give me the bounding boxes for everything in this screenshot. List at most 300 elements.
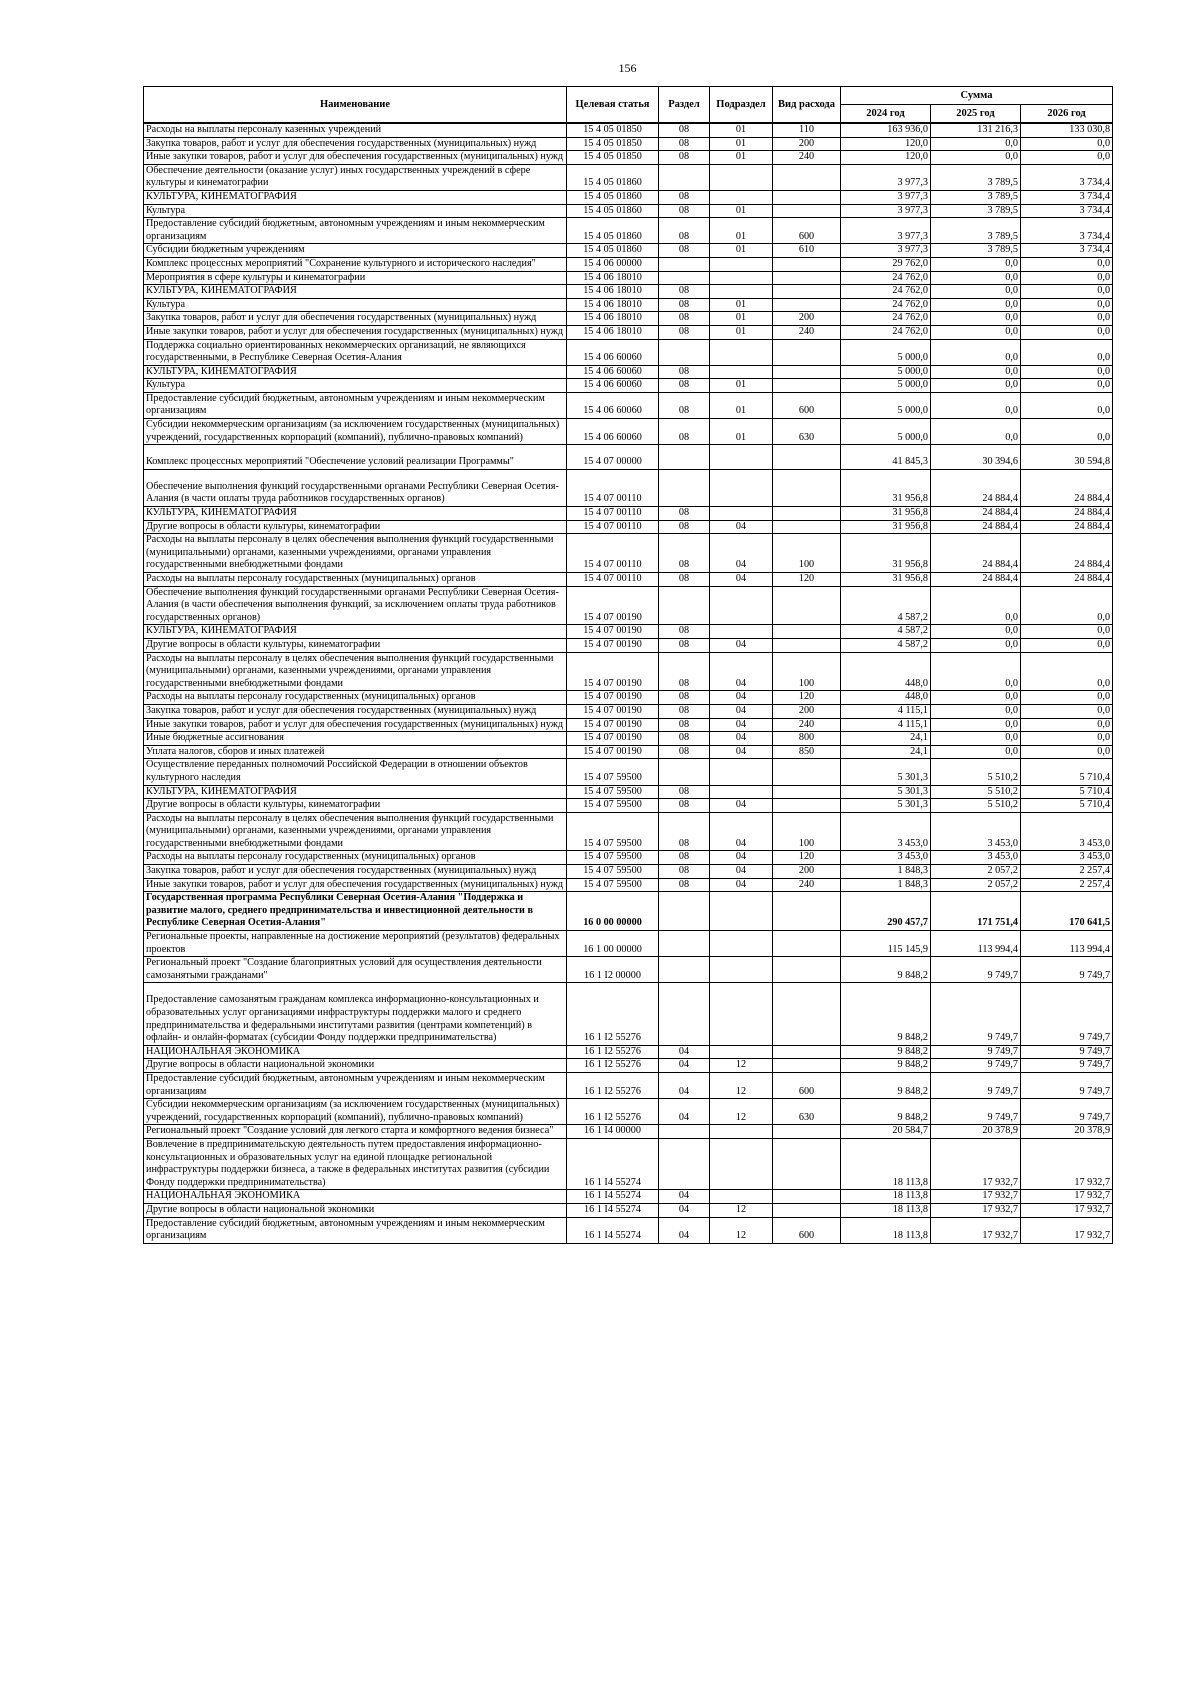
row-subsection: 04 xyxy=(710,704,773,718)
row-target-code: 15 4 05 01850 xyxy=(567,137,659,151)
header-sum: Сумма xyxy=(841,87,1113,105)
row-expense-type xyxy=(773,445,841,470)
row-sum-2025: 131 216,3 xyxy=(931,123,1021,137)
row-expense-type xyxy=(773,759,841,785)
row-sum-2024: 4 115,1 xyxy=(841,718,931,732)
row-subsection xyxy=(710,931,773,957)
row-sum-2025: 2 057,2 xyxy=(931,865,1021,879)
row-subsection: 04 xyxy=(710,652,773,691)
header-expense-type: Вид расхода xyxy=(773,87,841,124)
row-sum-2024: 9 848,2 xyxy=(841,983,931,1045)
row-subsection xyxy=(710,1125,773,1139)
row-section: 08 xyxy=(659,691,710,705)
row-expense-type: 100 xyxy=(773,812,841,851)
row-sum-2025: 0,0 xyxy=(931,652,1021,691)
row-subsection xyxy=(710,164,773,190)
row-name: Обеспечение выполнения функций государственными органами Республики Северная Осетия-Алания (в части обеспечения выполнения функций, за исключением оплаты труда работников государственных органов) xyxy=(144,586,567,625)
row-section: 08 xyxy=(659,878,710,892)
row-target-code: 16 1 I2 55276 xyxy=(567,1059,659,1073)
row-section xyxy=(659,271,710,285)
row-sum-2024: 4 115,1 xyxy=(841,704,931,718)
row-sum-2024: 4 587,2 xyxy=(841,638,931,652)
row-section: 08 xyxy=(659,625,710,639)
row-sum-2026: 20 378,9 xyxy=(1021,1125,1113,1139)
row-sum-2026: 9 749,7 xyxy=(1021,1072,1113,1098)
row-sum-2026: 0,0 xyxy=(1021,586,1113,625)
row-subsection xyxy=(710,785,773,799)
row-name: Иные закупки товаров, работ и услуг для обеспечения государственных (муниципальных) нужд xyxy=(144,325,567,339)
row-sum-2026: 9 749,7 xyxy=(1021,1099,1113,1125)
row-section xyxy=(659,339,710,365)
row-target-code: 16 1 I2 55276 xyxy=(567,1072,659,1098)
row-sum-2025: 24 884,4 xyxy=(931,573,1021,587)
row-sum-2025: 3 453,0 xyxy=(931,851,1021,865)
row-sum-2026: 17 932,7 xyxy=(1021,1190,1113,1204)
table-row xyxy=(144,625,1113,639)
row-name: Расходы на выплаты персоналу в целях обеспечения выполнения функций государственными (муниципальными) органами, казенными учреждениями, органами управления государственными внебюджетными фондами xyxy=(144,812,567,851)
header-section: Раздел xyxy=(659,87,710,124)
row-sum-2026: 3 453,0 xyxy=(1021,851,1113,865)
row-sum-2026: 0,0 xyxy=(1021,419,1113,445)
row-subsection xyxy=(710,957,773,983)
table-row xyxy=(144,445,1113,470)
header-year-2026: 2026 год xyxy=(1021,105,1113,124)
row-sum-2025: 3 789,5 xyxy=(931,218,1021,244)
table-row xyxy=(144,931,1113,957)
row-subsection xyxy=(710,339,773,365)
row-sum-2026: 2 257,4 xyxy=(1021,865,1113,879)
table-row xyxy=(144,469,1113,506)
row-section: 08 xyxy=(659,379,710,393)
row-target-code: 15 4 07 00190 xyxy=(567,586,659,625)
row-sum-2026: 0,0 xyxy=(1021,312,1113,326)
row-sum-2026: 24 884,4 xyxy=(1021,507,1113,521)
row-section: 08 xyxy=(659,419,710,445)
table-row xyxy=(144,691,1113,705)
row-target-code: 16 1 I4 55274 xyxy=(567,1138,659,1189)
row-sum-2026: 30 594,8 xyxy=(1021,445,1113,470)
row-sum-2024: 18 113,8 xyxy=(841,1138,931,1189)
row-sum-2024: 9 848,2 xyxy=(841,1059,931,1073)
row-target-code: 15 4 06 60060 xyxy=(567,365,659,379)
row-sum-2025: 171 751,4 xyxy=(931,892,1021,931)
row-expense-type xyxy=(773,164,841,190)
row-target-code: 15 4 05 01860 xyxy=(567,164,659,190)
row-sum-2026: 5 710,4 xyxy=(1021,759,1113,785)
row-name: Региональные проекты, направленные на достижение мероприятий (результатов) федеральных проектов xyxy=(144,931,567,957)
row-sum-2025: 113 994,4 xyxy=(931,931,1021,957)
table-row xyxy=(144,759,1113,785)
row-target-code: 15 4 07 00110 xyxy=(567,469,659,506)
row-sum-2026: 24 884,4 xyxy=(1021,573,1113,587)
table-row xyxy=(144,507,1113,521)
row-section: 08 xyxy=(659,865,710,879)
table-row xyxy=(144,1059,1113,1073)
header-target: Целевая статья xyxy=(567,87,659,124)
row-sum-2024: 3 453,0 xyxy=(841,851,931,865)
row-subsection: 04 xyxy=(710,851,773,865)
row-target-code: 15 4 07 00110 xyxy=(567,573,659,587)
row-subsection: 01 xyxy=(710,244,773,258)
row-sum-2026: 0,0 xyxy=(1021,137,1113,151)
row-sum-2026: 0,0 xyxy=(1021,365,1113,379)
row-sum-2024: 3 977,3 xyxy=(841,190,931,204)
table-row xyxy=(144,586,1113,625)
table-row xyxy=(144,298,1113,312)
row-section: 08 xyxy=(659,298,710,312)
row-target-code: 15 4 07 59500 xyxy=(567,878,659,892)
row-subsection xyxy=(710,1190,773,1204)
row-sum-2026: 24 884,4 xyxy=(1021,534,1113,573)
row-section: 08 xyxy=(659,732,710,746)
row-target-code: 15 4 05 01860 xyxy=(567,190,659,204)
row-sum-2026: 17 932,7 xyxy=(1021,1217,1113,1243)
row-sum-2025: 3 453,0 xyxy=(931,812,1021,851)
row-name: Закупка товаров, работ и услуг для обеспечения государственных (муниципальных) нужд xyxy=(144,312,567,326)
row-expense-type: 110 xyxy=(773,123,841,137)
row-section: 04 xyxy=(659,1217,710,1243)
row-name: Другие вопросы в области культуры, кинематографии xyxy=(144,799,567,813)
row-expense-type: 850 xyxy=(773,745,841,759)
row-name: КУЛЬТУРА, КИНЕМАТОГРАФИЯ xyxy=(144,625,567,639)
row-subsection: 04 xyxy=(710,812,773,851)
table-row xyxy=(144,190,1113,204)
row-subsection xyxy=(710,257,773,271)
table-row xyxy=(144,1138,1113,1189)
row-name: Комплекс процессных мероприятий "Сохранение культурного и исторического наследия" xyxy=(144,257,567,271)
row-name: Государственная программа Республики Северная Осетия-Алания "Поддержка и развитие малого, среднего предпринимательства и инвестиционной деятельности в Республике Северная Осетия-Алания" xyxy=(144,892,567,931)
table-row xyxy=(144,851,1113,865)
row-sum-2026: 24 884,4 xyxy=(1021,520,1113,534)
page-number: 156 xyxy=(618,61,637,75)
row-subsection xyxy=(710,190,773,204)
row-expense-type: 100 xyxy=(773,652,841,691)
row-section: 08 xyxy=(659,652,710,691)
row-sum-2026: 0,0 xyxy=(1021,691,1113,705)
row-sum-2026: 0,0 xyxy=(1021,257,1113,271)
row-target-code: 16 1 I4 00000 xyxy=(567,1125,659,1139)
row-expense-type xyxy=(773,507,841,521)
row-section: 08 xyxy=(659,812,710,851)
row-name: Закупка товаров, работ и услуг для обеспечения государственных (муниципальных) нужд xyxy=(144,704,567,718)
row-sum-2026: 9 749,7 xyxy=(1021,983,1113,1045)
table-row xyxy=(144,204,1113,218)
row-target-code: 15 4 07 00190 xyxy=(567,704,659,718)
row-section: 08 xyxy=(659,520,710,534)
row-sum-2026: 0,0 xyxy=(1021,732,1113,746)
row-name: Обеспечение выполнения функций государственными органами Республики Северная Осетия-Алания (в части оплаты труда работников государственных органов) xyxy=(144,469,567,506)
row-sum-2026: 3 734,4 xyxy=(1021,204,1113,218)
row-sum-2024: 3 977,3 xyxy=(841,164,931,190)
row-sum-2026: 5 710,4 xyxy=(1021,785,1113,799)
row-sum-2024: 5 301,3 xyxy=(841,799,931,813)
row-expense-type xyxy=(773,1138,841,1189)
table-row xyxy=(144,1072,1113,1098)
table-row xyxy=(144,573,1113,587)
row-subsection: 12 xyxy=(710,1099,773,1125)
row-subsection: 01 xyxy=(710,379,773,393)
row-sum-2024: 31 956,8 xyxy=(841,469,931,506)
row-subsection xyxy=(710,1045,773,1059)
row-sum-2024: 29 762,0 xyxy=(841,257,931,271)
row-sum-2026: 3 734,4 xyxy=(1021,164,1113,190)
row-sum-2025: 0,0 xyxy=(931,625,1021,639)
row-target-code: 15 4 06 18010 xyxy=(567,325,659,339)
row-name: Расходы на выплаты персоналу государственных (муниципальных) органов xyxy=(144,851,567,865)
row-target-code: 16 1 I2 55276 xyxy=(567,983,659,1045)
table-row xyxy=(144,218,1113,244)
row-subsection xyxy=(710,445,773,470)
row-sum-2025: 0,0 xyxy=(931,271,1021,285)
row-sum-2024: 5 000,0 xyxy=(841,392,931,418)
row-section: 08 xyxy=(659,137,710,151)
row-name: Уплата налогов, сборов и иных платежей xyxy=(144,745,567,759)
row-sum-2025: 17 932,7 xyxy=(931,1217,1021,1243)
row-section: 04 xyxy=(659,1190,710,1204)
row-target-code: 16 0 00 00000 xyxy=(567,892,659,931)
table-row xyxy=(144,164,1113,190)
row-expense-type: 600 xyxy=(773,218,841,244)
row-sum-2025: 2 057,2 xyxy=(931,878,1021,892)
row-section xyxy=(659,1138,710,1189)
row-expense-type: 630 xyxy=(773,419,841,445)
table-row xyxy=(144,312,1113,326)
row-name: Обеспечение деятельности (оказание услуг) иных государственных учреждений в сфере культуры и кинематографии xyxy=(144,164,567,190)
row-sum-2024: 5 000,0 xyxy=(841,339,931,365)
row-subsection: 01 xyxy=(710,298,773,312)
row-name: Субсидии некоммерческим организациям (за исключением государственных (муниципальных) учреждений, государственных корпораций (компаний), публично-правовых компаний) xyxy=(144,1099,567,1125)
row-section: 08 xyxy=(659,204,710,218)
row-expense-type xyxy=(773,204,841,218)
row-section: 08 xyxy=(659,190,710,204)
row-sum-2024: 115 145,9 xyxy=(841,931,931,957)
row-sum-2025: 0,0 xyxy=(931,379,1021,393)
row-name: Региональный проект "Создание благоприятных условий для осуществления деятельности самозанятыми гражданами" xyxy=(144,957,567,983)
row-subsection: 01 xyxy=(710,137,773,151)
table-row xyxy=(144,137,1113,151)
row-target-code: 15 4 07 00190 xyxy=(567,652,659,691)
row-section xyxy=(659,759,710,785)
row-expense-type: 630 xyxy=(773,1099,841,1125)
row-sum-2026: 17 932,7 xyxy=(1021,1203,1113,1217)
row-sum-2026: 9 749,7 xyxy=(1021,1059,1113,1073)
row-target-code: 15 4 07 00000 xyxy=(567,445,659,470)
row-sum-2026: 0,0 xyxy=(1021,339,1113,365)
row-name: Расходы на выплаты персоналу казенных учреждений xyxy=(144,123,567,137)
row-sum-2024: 24 762,0 xyxy=(841,285,931,299)
row-target-code: 15 4 07 00190 xyxy=(567,718,659,732)
row-sum-2026: 0,0 xyxy=(1021,638,1113,652)
row-section: 08 xyxy=(659,851,710,865)
row-expense-type xyxy=(773,271,841,285)
row-sum-2025: 24 884,4 xyxy=(931,520,1021,534)
row-target-code: 15 4 06 60060 xyxy=(567,339,659,365)
row-subsection: 01 xyxy=(710,151,773,165)
row-expense-type xyxy=(773,190,841,204)
row-sum-2025: 24 884,4 xyxy=(931,507,1021,521)
row-expense-type xyxy=(773,1190,841,1204)
row-sum-2025: 5 510,2 xyxy=(931,785,1021,799)
row-sum-2026: 0,0 xyxy=(1021,325,1113,339)
table-row xyxy=(144,1217,1113,1243)
row-section xyxy=(659,445,710,470)
row-sum-2024: 3 453,0 xyxy=(841,812,931,851)
row-sum-2024: 448,0 xyxy=(841,652,931,691)
row-sum-2024: 1 848,3 xyxy=(841,878,931,892)
row-subsection xyxy=(710,983,773,1045)
header-year-2024: 2024 год xyxy=(841,105,931,124)
row-sum-2024: 18 113,8 xyxy=(841,1190,931,1204)
row-expense-type: 100 xyxy=(773,534,841,573)
row-sum-2026: 17 932,7 xyxy=(1021,1138,1113,1189)
row-section: 04 xyxy=(659,1045,710,1059)
row-sum-2026: 133 030,8 xyxy=(1021,123,1113,137)
row-expense-type: 610 xyxy=(773,244,841,258)
row-subsection xyxy=(710,586,773,625)
row-sum-2026: 3 453,0 xyxy=(1021,812,1113,851)
row-sum-2024: 9 848,2 xyxy=(841,1072,931,1098)
row-sum-2025: 17 932,7 xyxy=(931,1138,1021,1189)
row-name: КУЛЬТУРА, КИНЕМАТОГРАФИЯ xyxy=(144,785,567,799)
table-row xyxy=(144,718,1113,732)
header-year-2025: 2025 год xyxy=(931,105,1021,124)
row-subsection: 04 xyxy=(710,718,773,732)
row-section: 08 xyxy=(659,638,710,652)
row-name: НАЦИОНАЛЬНАЯ ЭКОНОМИКА xyxy=(144,1045,567,1059)
row-subsection: 04 xyxy=(710,865,773,879)
row-sum-2025: 9 749,7 xyxy=(931,1072,1021,1098)
row-expense-type: 200 xyxy=(773,312,841,326)
row-section: 08 xyxy=(659,745,710,759)
row-sum-2025: 5 510,2 xyxy=(931,759,1021,785)
row-expense-type xyxy=(773,625,841,639)
row-target-code: 15 4 06 18010 xyxy=(567,271,659,285)
row-sum-2025: 24 884,4 xyxy=(931,534,1021,573)
row-expense-type xyxy=(773,1125,841,1139)
row-expense-type xyxy=(773,520,841,534)
row-target-code: 15 4 07 59500 xyxy=(567,812,659,851)
row-sum-2025: 9 749,7 xyxy=(931,957,1021,983)
table-row xyxy=(144,123,1113,137)
row-target-code: 15 4 05 01850 xyxy=(567,151,659,165)
table-row xyxy=(144,379,1113,393)
row-sum-2024: 31 956,8 xyxy=(841,534,931,573)
row-sum-2024: 3 977,3 xyxy=(841,218,931,244)
row-sum-2026: 0,0 xyxy=(1021,652,1113,691)
row-subsection xyxy=(710,892,773,931)
row-sum-2025: 0,0 xyxy=(931,732,1021,746)
row-expense-type xyxy=(773,379,841,393)
row-sum-2024: 24 762,0 xyxy=(841,325,931,339)
row-subsection: 12 xyxy=(710,1072,773,1098)
row-name: Предоставление субсидий бюджетным, автономным учреждениям и иным некоммерческим организациям xyxy=(144,392,567,418)
row-subsection: 01 xyxy=(710,325,773,339)
row-expense-type: 200 xyxy=(773,865,841,879)
row-sum-2026: 0,0 xyxy=(1021,704,1113,718)
row-subsection: 04 xyxy=(710,520,773,534)
row-expense-type: 600 xyxy=(773,1072,841,1098)
row-section xyxy=(659,586,710,625)
row-expense-type: 240 xyxy=(773,325,841,339)
row-subsection: 12 xyxy=(710,1059,773,1073)
row-target-code: 15 4 07 59500 xyxy=(567,759,659,785)
row-section: 08 xyxy=(659,392,710,418)
row-sum-2026: 24 884,4 xyxy=(1021,469,1113,506)
row-section: 08 xyxy=(659,534,710,573)
table-row xyxy=(144,257,1113,271)
row-sum-2025: 0,0 xyxy=(931,365,1021,379)
row-sum-2024: 24 762,0 xyxy=(841,312,931,326)
row-subsection: 01 xyxy=(710,419,773,445)
row-sum-2026: 5 710,4 xyxy=(1021,799,1113,813)
row-name: Закупка товаров, работ и услуг для обеспечения государственных (муниципальных) нужд xyxy=(144,137,567,151)
table-row xyxy=(144,534,1113,573)
row-sum-2025: 9 749,7 xyxy=(931,1059,1021,1073)
row-sum-2025: 0,0 xyxy=(931,419,1021,445)
row-sum-2025: 0,0 xyxy=(931,298,1021,312)
row-expense-type xyxy=(773,799,841,813)
row-sum-2025: 17 932,7 xyxy=(931,1190,1021,1204)
table-row xyxy=(144,365,1113,379)
row-expense-type xyxy=(773,339,841,365)
row-sum-2025: 0,0 xyxy=(931,312,1021,326)
row-sum-2026: 0,0 xyxy=(1021,285,1113,299)
row-sum-2024: 24,1 xyxy=(841,732,931,746)
row-subsection: 04 xyxy=(710,638,773,652)
row-name: КУЛЬТУРА, КИНЕМАТОГРАФИЯ xyxy=(144,365,567,379)
row-sum-2024: 5 000,0 xyxy=(841,379,931,393)
row-section xyxy=(659,469,710,506)
row-sum-2024: 1 848,3 xyxy=(841,865,931,879)
header-name: Наименование xyxy=(144,87,567,124)
row-subsection: 01 xyxy=(710,123,773,137)
row-target-code: 16 1 I2 00000 xyxy=(567,957,659,983)
row-section xyxy=(659,164,710,190)
row-sum-2026: 9 749,7 xyxy=(1021,957,1113,983)
row-name: Расходы на выплаты персоналу государственных (муниципальных) органов xyxy=(144,573,567,587)
table-row xyxy=(144,745,1113,759)
row-name: Поддержка социально ориентированных некоммерческих организаций, не являющихся государственными, в Республике Северная Осетия-Алания xyxy=(144,339,567,365)
row-sum-2024: 41 845,3 xyxy=(841,445,931,470)
row-section: 04 xyxy=(659,1203,710,1217)
table-row xyxy=(144,392,1113,418)
row-sum-2026: 3 734,4 xyxy=(1021,190,1113,204)
row-expense-type xyxy=(773,931,841,957)
row-name: НАЦИОНАЛЬНАЯ ЭКОНОМИКА xyxy=(144,1190,567,1204)
table-row xyxy=(144,785,1113,799)
row-section xyxy=(659,892,710,931)
row-target-code: 16 1 00 00000 xyxy=(567,931,659,957)
row-sum-2026: 2 257,4 xyxy=(1021,878,1113,892)
row-sum-2024: 5 301,3 xyxy=(841,785,931,799)
row-expense-type: 600 xyxy=(773,1217,841,1243)
row-sum-2025: 20 378,9 xyxy=(931,1125,1021,1139)
row-section xyxy=(659,1125,710,1139)
row-name: Субсидии некоммерческим организациям (за исключением государственных (муниципальных) учреждений, государственных корпораций (компаний), публично-правовых компаний) xyxy=(144,419,567,445)
row-section: 08 xyxy=(659,785,710,799)
row-subsection: 12 xyxy=(710,1217,773,1243)
row-name: Другие вопросы в области культуры, кинематографии xyxy=(144,638,567,652)
row-sum-2024: 5 301,3 xyxy=(841,759,931,785)
row-section: 08 xyxy=(659,799,710,813)
row-expense-type xyxy=(773,1059,841,1073)
row-sum-2026: 0,0 xyxy=(1021,298,1113,312)
row-target-code: 15 4 06 60060 xyxy=(567,392,659,418)
row-name: Комплекс процессных мероприятий "Обеспечение условий реализации Программы" xyxy=(144,445,567,470)
row-section: 08 xyxy=(659,573,710,587)
table-row xyxy=(144,285,1113,299)
row-sum-2024: 448,0 xyxy=(841,691,931,705)
